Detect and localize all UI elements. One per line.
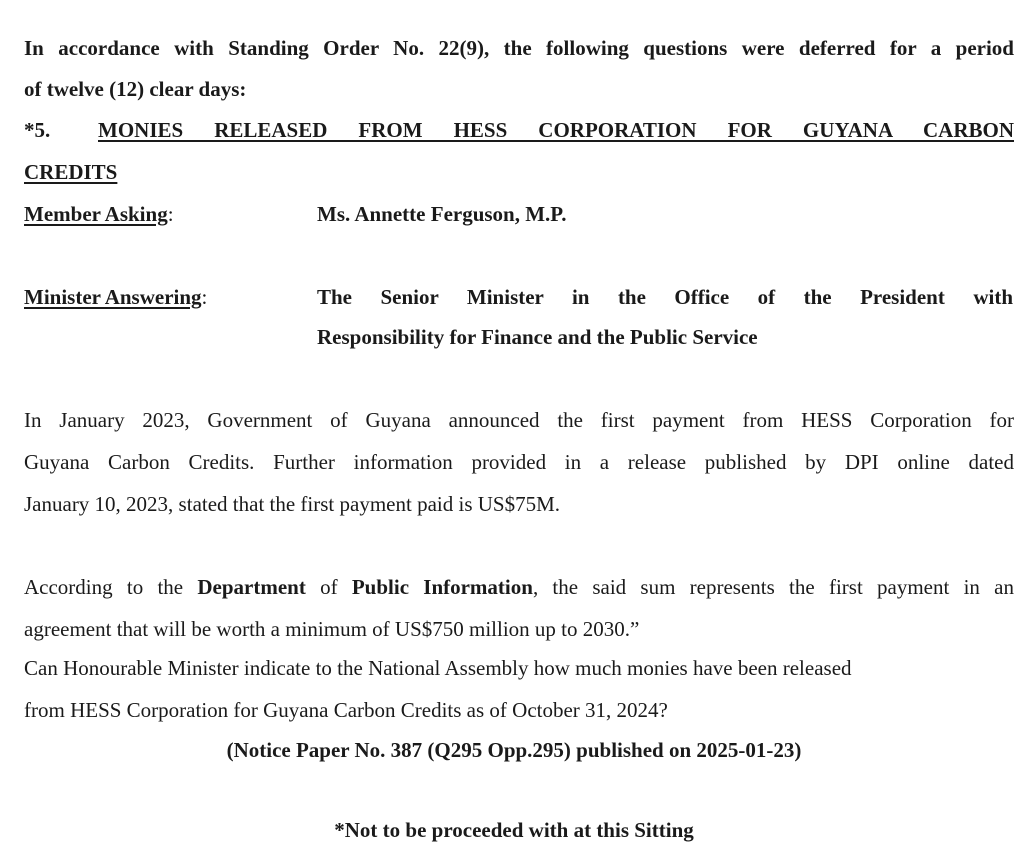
paragraph-2-line-2: agreement that will be worth a minimum of US$750 million up to 2030.” (24, 617, 640, 641)
member-asking-value: Ms. Annette Ferguson, M.P. (317, 202, 567, 226)
member-asking-colon: : (167, 202, 174, 226)
paragraph-3-line-1: Can Honourable Minister indicate to the National Assembly how much monies have been released (24, 656, 852, 680)
paragraph-1-line-3: January 10, 2023, stated that the first payment paid is US$75M. (24, 492, 561, 516)
p2-public-information: Public Information (351, 575, 533, 599)
intro-line-1: In accordance with Standing Order No. 22(9), the following questions were deferred for a period (24, 36, 1014, 60)
p2-department: Department (197, 575, 306, 599)
minister-answering-colon: : (201, 285, 208, 309)
p2-text-e: , the said sum represents the first payment in an (532, 575, 1014, 599)
question-title-line-2: CREDITS (24, 160, 118, 184)
minister-answering-value-line-2: Responsibility for Finance and the Public Service (317, 325, 758, 349)
p2-text-c: of (305, 575, 352, 599)
question-heading (24, 120, 1014, 141)
notice-paper-reference: (Notice Paper No. 387 (Q295 Opp.295) published on 2025-01-23) (226, 738, 802, 762)
p2-text-a: According to the (24, 575, 198, 599)
paragraph-1-line-2: Guyana Carbon Credits. Further information provided in a release published by DPI online dated (24, 450, 1014, 474)
minister-answering-label-text: Minister Answering (24, 285, 202, 309)
paragraph-3-line-2: from HESS Corporation for Guyana Carbon Credits as of October 31, 2024? (24, 698, 668, 722)
paragraph-1-line-1: In January 2023, Government of Guyana announced the first payment from HESS Corporation for (24, 408, 1014, 432)
minister-answering-label (24, 287, 207, 308)
member-asking-label (24, 204, 174, 225)
question-number: *5. (24, 118, 51, 142)
question-title-line-1: MONIES RELEASED FROM HESS CORPORATION FOR GUYANA CARBON (98, 118, 1014, 142)
paragraph-2-line-1 (24, 577, 1014, 598)
member-asking-label-text: Member Asking (24, 202, 168, 226)
intro-line-2: of twelve (12) clear days: (24, 77, 247, 101)
footer-note: *Not to be proceeded with at this Sitting (334, 818, 694, 842)
minister-answering-value-line-1: The Senior Minister in the Office of the President with (317, 285, 1013, 309)
